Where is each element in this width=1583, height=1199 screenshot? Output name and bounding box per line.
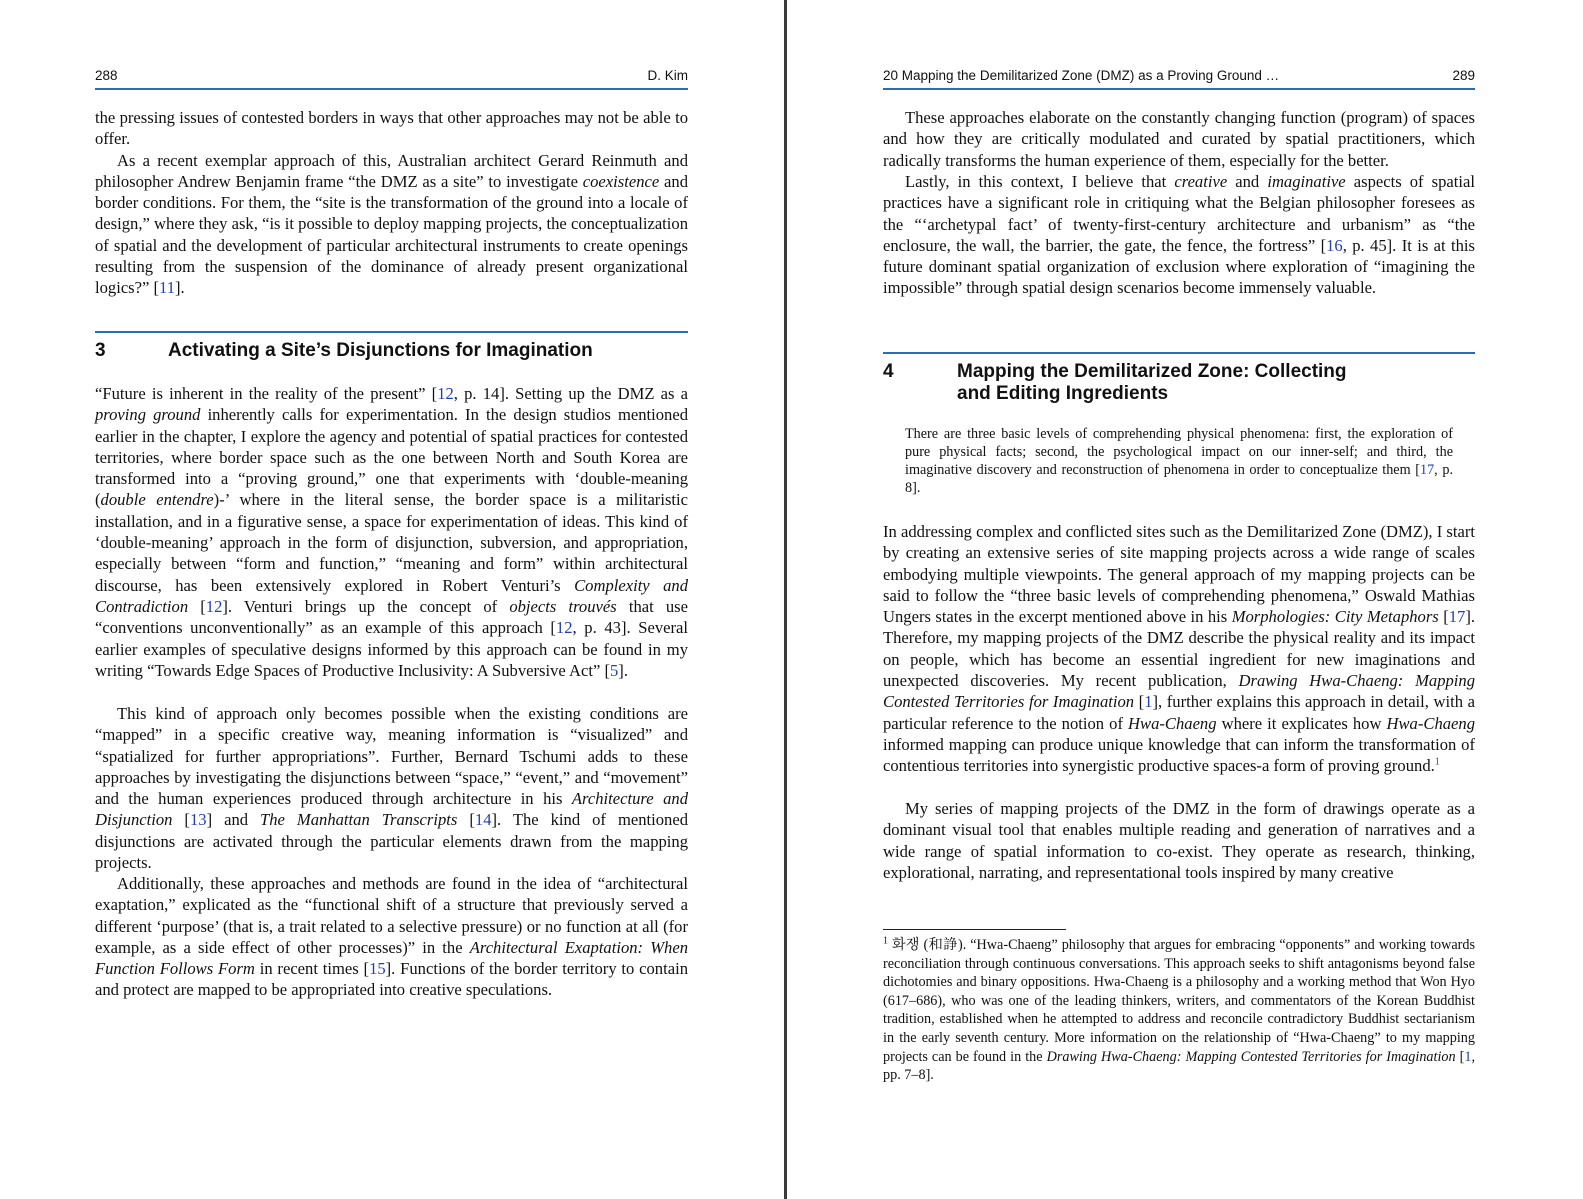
- left-running-head: [95, 64, 688, 86]
- text: ] and: [206, 810, 261, 830]
- text: , p. 45]. It is at this future dominant spatial organization of exclusion where exploration of “imagining the impossible” through spatial design scenarios become immensely valuable.: [883, 235, 1475, 298]
- emphasis: Architectural Exaptation: When Function Follows Form: [95, 937, 688, 979]
- text: 화쟁 (和諍). “Hwa-Chaeng” philosophy that argues for embracing “opponents” and working towards reconciliation through continuous conversations. This approach seeks to shift antagonisms beyond false dichotomies and binary oppositions. Hwa-Chaeng is a philosophy and a working method that Won Hyo (617–686), who was one of the leading thinkers, writers, and commentators of the Korean Buddhist tradition, established when he attempted to address and reconcile contradictory Buddhist sectarianism in the early seventh century. More information on the relationship of “Hwa-Chaeng” to my mapping projects can be found in the: [883, 937, 1475, 1065]
- section-3-rule: [95, 331, 688, 333]
- emphasis: Complexity and Contradiction: [95, 575, 688, 616]
- text: in recent times [: [254, 959, 370, 979]
- text: These approaches elaborate on the constantly changing function (program) of spaces and how they are critically modulated and curated by spatial practitioners, which radically transforms the human experience of them, especially for the better.: [883, 108, 1475, 170]
- text: ]. Therefore, my mapping projects of the DMZ describe the physical reality and its impact on people, which has become an essential ingredient for new imaginations and unexpected discoveries. My recent publication,: [883, 607, 1475, 691]
- left-page-number: 288: [95, 67, 118, 83]
- text: Additionally, these approaches and methods are found in the idea of “architectural exaptation,” explicated as the “functional shift of a structure that previously served a different ‘purpose’ (that is, a trait related to a selective pressure) or no function at all (for example, as a side effect of other processes)” in the: [95, 874, 688, 957]
- emphasis: imaginative: [1267, 172, 1346, 191]
- footnote-rule: [883, 929, 1066, 930]
- text: where it explicates how: [1216, 713, 1387, 733]
- section-title: Activating a Site’s Disjunctions for Imagination: [168, 340, 593, 361]
- citation-link-15[interactable]: 15: [369, 959, 386, 979]
- citation-link-16[interactable]: 16: [1326, 235, 1343, 255]
- text: , p. 14]. Setting up the DMZ as a: [453, 384, 688, 403]
- text: , p. 43]. Several earlier examples of speculative designs informed by this approach can be found in my writing “Towards Edge Spaces of Productive Inclusivity: A Subversive Act” [: [95, 618, 688, 680]
- text: In addressing complex and conflicted sites such as the Demilitarized Zone (DMZ), I start by creating an extensive series of site mapping projects across a wide range of scales embodying multiple viewpoints. The general approach of my mapping projects can be said to follow the “three basic levels of comprehending phenomena,” Oswald Mathias Ungers states in the excerpt mentioned above in his: [883, 522, 1475, 627]
- citation-link-5[interactable]: 5: [610, 660, 619, 680]
- citation-link-14[interactable]: 14: [474, 810, 492, 830]
- text: ].: [175, 278, 185, 298]
- emphasis: coexistence: [582, 171, 660, 191]
- section-title: [957, 361, 1347, 405]
- emphasis: creative: [1174, 172, 1228, 191]
- emphasis: Architecture and Disjunction: [95, 789, 688, 830]
- text: and: [1227, 172, 1268, 191]
- text: “Future is inherent in the reality of the present” [: [95, 384, 438, 403]
- citation-link-12[interactable]: 12: [205, 596, 223, 616]
- text: the pressing issues of contested borders in ways that other approaches may not be able to offer.: [95, 108, 688, 149]
- text: aspects of spatial practices have a significant role in critiquing what the Belgian philosopher foresees as the “‘archetypal fact’ of twenty-first-century architecture and urbanism” as “the enclosure, the wall, the barrier, the gate, the fence, the fortress” [: [883, 172, 1475, 255]
- text: There are three basic levels of comprehending physical phenomena: first, the exploration of pure physical facts; second, the psychological impact on our inner-self; and third, the imaginative discovery and reconstruction of phenomena in order to conceptualize them [: [905, 426, 1453, 478]
- left-page: [95, 0, 688, 1199]
- citation-link-1[interactable]: 1: [1464, 1048, 1472, 1065]
- text: This kind of approach only becomes possible when the existing conditions are “mapped” in a specific creative way, meaning information is “visualized” and “spatialized for further appropriations”. Further, Bernard Tschumi adds to these approaches by investigating the disjunctions between “space,” “event,” and “movement” and the human experiences produced through architecture in his: [95, 704, 688, 809]
- footnote-1: [883, 936, 1475, 1085]
- text: ], further explains this approach in detail, with a particular reference to the notion of: [883, 692, 1475, 733]
- right-paragraph-2: [883, 171, 1475, 299]
- text: )-’ where in the literal sense, the border space is a militaristic installation, and in a figurative sense, a space for experimentation of ideas. This kind of ‘double-meaning’ approach in the form of disjunction, subversion, and appropriation, especially between “form and function,” “meaning and form” within architectural discourse, has been extensively explored in Robert Venturi’s: [95, 490, 688, 595]
- left-author: D. Kim: [647, 67, 688, 83]
- left-paragraph-4: [95, 873, 688, 1001]
- footnote-number: 1: [883, 935, 888, 947]
- text: ]. Venturi brings up the concept of: [222, 596, 510, 616]
- left-header-rule: [95, 88, 688, 90]
- text: , pp. 7–8].: [883, 1048, 1475, 1084]
- book-gutter: [784, 0, 787, 1199]
- text: and border conditions. For them, the “site is the transformation of the ground into a locale of design,” where they ask, “is it possible to deploy mapping projects, the conceptualization of spatial and the development of particular architectural instruments to create openings resulting from the suspension of the dominance of already present organizational logics?” [: [95, 171, 688, 298]
- section-number: 3: [95, 340, 106, 361]
- left-paragraph-2: [95, 383, 688, 681]
- emphasis: objects trouvés: [509, 596, 617, 616]
- right-page: [883, 0, 1475, 1199]
- section-title-line: and Editing Ingredients: [957, 383, 1169, 404]
- emphasis: Drawing Hwa-Chaeng: Mapping Contested Territories for Imagination: [883, 671, 1475, 712]
- text: Lastly, in this context, I believe that: [905, 172, 1175, 191]
- text: [: [172, 810, 190, 830]
- text: [: [1438, 607, 1449, 627]
- right-paragraph-3: [883, 521, 1475, 777]
- section-title-line: Mapping the Demilitarized Zone: Collecting: [957, 361, 1347, 382]
- section-number: 4: [883, 361, 894, 382]
- emphasis: double entendre: [100, 490, 214, 510]
- text: that use “conventions unconventionally” as an example of this approach [: [95, 596, 688, 638]
- citation-link-1[interactable]: 1: [1144, 692, 1153, 712]
- text: ]. Functions of the border territory to contain and protect are mapped to be appropriated into creative speculations.: [95, 959, 688, 1000]
- epigraph-quote: [905, 425, 1453, 497]
- citation-link-13[interactable]: 13: [189, 810, 207, 830]
- text: ]. The kind of mentioned disjunctions are activated through the particular elements drawn from the mapping projects.: [95, 810, 688, 873]
- text: [: [188, 596, 206, 616]
- citation-link-12[interactable]: 12: [555, 618, 573, 638]
- emphasis: The Manhattan Transcripts: [260, 810, 458, 830]
- text: ].: [618, 660, 628, 680]
- right-paragraph-4: [883, 798, 1475, 883]
- emphasis: proving ground: [95, 405, 201, 425]
- right-running-title: 20 Mapping the Demilitarized Zone (DMZ) as a Proving Ground …: [883, 67, 1280, 83]
- text: As a recent exemplar approach of this, Australian architect Gerard Reinmuth and philosopher Andrew Benjamin frame “the DMZ as a site” to investigate: [95, 150, 688, 191]
- right-paragraph-1: [883, 107, 1475, 171]
- text: informed mapping can produce unique knowledge that can inform the transformation of contentious territories into synergistic productive spaces-a form of proving ground.: [883, 734, 1475, 776]
- section-4-rule: [883, 352, 1475, 354]
- citation-link-17[interactable]: 17: [1419, 462, 1435, 478]
- right-running-head: [883, 64, 1475, 86]
- left-paragraph-1: [95, 107, 688, 299]
- right-page-number: 289: [1452, 67, 1475, 83]
- text: [: [457, 810, 475, 830]
- text: [: [1455, 1048, 1465, 1065]
- left-paragraph-3: [95, 703, 688, 873]
- emphasis: Hwa-Chaeng: [1386, 713, 1475, 733]
- text: My series of mapping projects of the DMZ in the form of drawings operate as a dominant visual tool that enables multiple reading and generation of narratives and a wide range of spatial information to co-exist. They operate as research, thinking, explorational, narrating, and representational tools inspired by many creative: [883, 799, 1475, 882]
- citation-link-11[interactable]: 11: [159, 278, 176, 298]
- text: inherently calls for experimentation. In the design studios mentioned earlier in the chapter, I explore the agency and potential of spatial practices for contested territories, where border space such as the one between North and South Korea are transformed into a “proving ground,” one that experiments with ‘double-meaning (: [95, 405, 688, 510]
- emphasis: Drawing Hwa-Chaeng: Mapping Contested Territories for Imagination: [1046, 1048, 1456, 1065]
- citation-link-17[interactable]: 17: [1448, 607, 1466, 627]
- right-header-rule: [883, 88, 1475, 90]
- emphasis: Hwa-Chaeng: [1128, 713, 1217, 733]
- text: [: [1134, 692, 1145, 712]
- citation-link-12[interactable]: 12: [437, 384, 454, 403]
- emphasis: Morphologies: City Metaphors: [1231, 607, 1439, 627]
- footnote-1-marker[interactable]: 1: [1434, 756, 1440, 768]
- text: , p. 8].: [905, 462, 1453, 496]
